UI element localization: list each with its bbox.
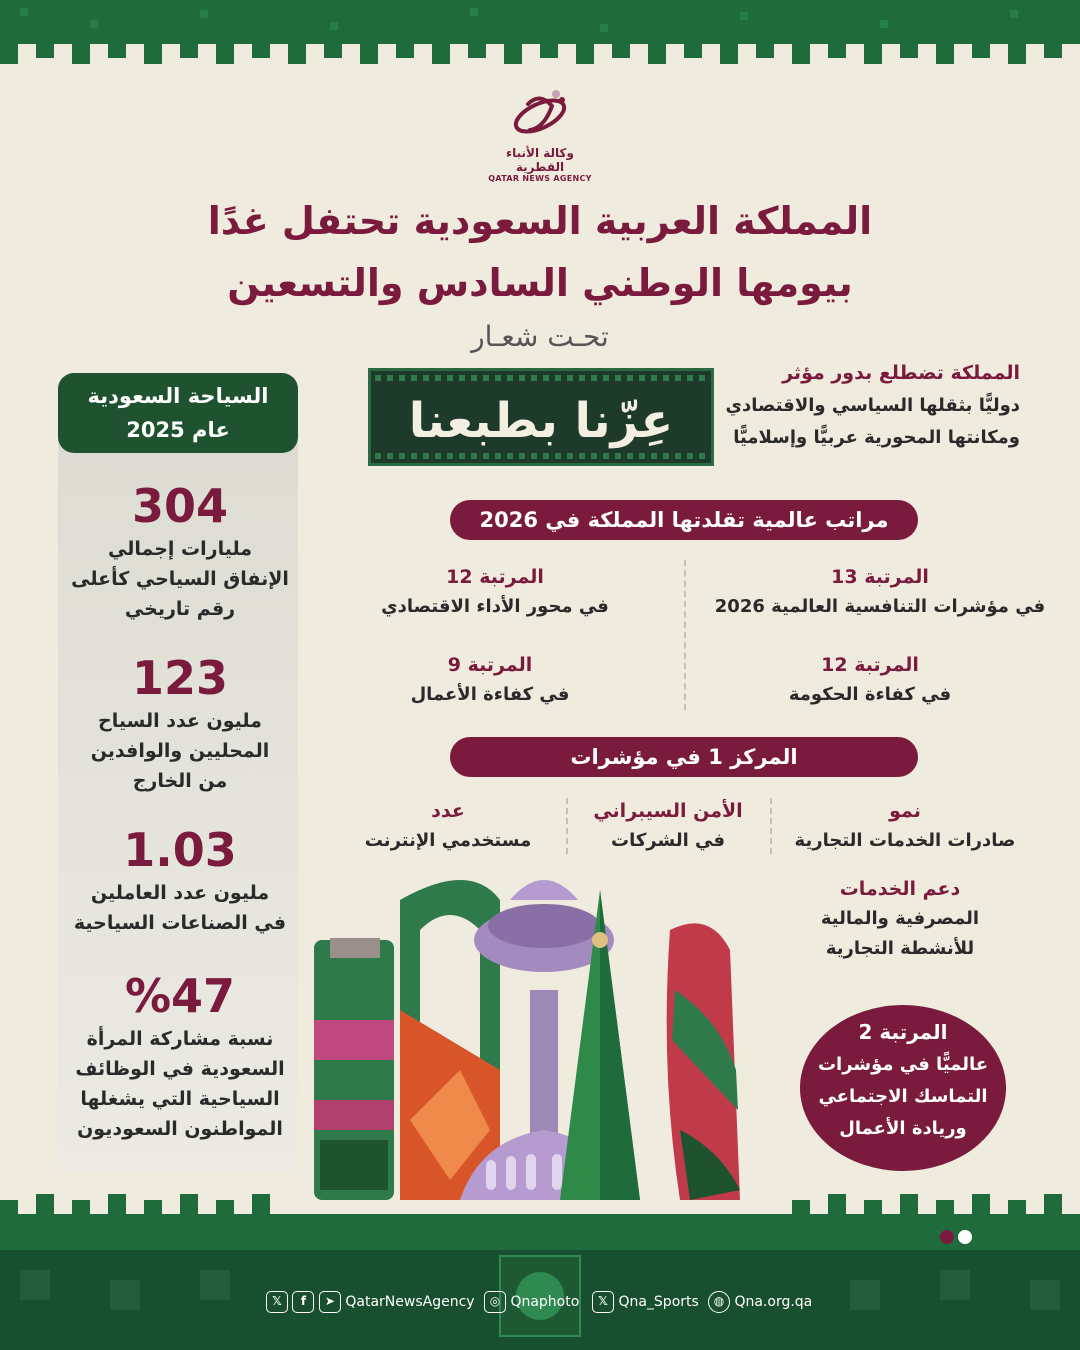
instagram-icon: ◎	[484, 1291, 506, 1313]
tourism-stat-tourists	[40, 650, 320, 796]
rank-item-competitiveness	[700, 562, 1060, 622]
item-title: الأمن السيبراني	[593, 800, 743, 822]
qna-logo-icon	[500, 84, 580, 144]
influence-line-2: ومكانتها المحورية عربيًّا وإسلاميًّا	[733, 427, 1020, 448]
second-rank-badge	[800, 1005, 1006, 1171]
cylinder-tower	[314, 938, 394, 1200]
rank-text: في كفاءة الحكومة	[788, 684, 952, 705]
rank-item-government-efficiency	[720, 650, 1020, 710]
tourism-heading-line-1: السياحة السعودية	[87, 384, 269, 408]
item-title: نمو	[889, 800, 921, 822]
dot-active[interactable]	[958, 1230, 972, 1244]
x-icon: 𝕏	[266, 1291, 288, 1313]
tourism-stat-workers	[40, 822, 320, 938]
title-line-1: المملكة العربية السعودية تحتفل غدًا	[207, 199, 873, 243]
stat-line-2: في الصناعات السياحية	[73, 912, 287, 934]
rank-label: المرتبة 13	[831, 566, 929, 588]
footer-sports-handle[interactable]	[592, 1288, 699, 1316]
footer-photo-handle[interactable]	[484, 1288, 579, 1316]
stat-line-2: المحليين والوافدين	[90, 740, 270, 762]
agency-logo	[480, 84, 600, 183]
dot-inactive[interactable]	[940, 1230, 954, 1244]
rank-label: المرتبة 12	[446, 566, 544, 588]
saudi-landmarks-illustration	[300, 870, 770, 1200]
title-line-2: بيومها الوطني السادس والتسعين	[227, 261, 853, 305]
second-rank-line-2: التماسك الاجتماعي	[818, 1086, 988, 1107]
second-rank-heading: المرتبة 2	[858, 1020, 948, 1044]
influence-block	[720, 362, 1020, 454]
rank-item-business-efficiency	[360, 650, 620, 710]
first-place-divider-1	[770, 798, 772, 854]
stat-line-3: رقم تاريخي	[124, 598, 236, 620]
pagination-dots	[938, 1229, 974, 1248]
first-place-item-cybersecurity	[576, 796, 760, 856]
second-rank-line-1: عالميًّا في مؤشرات	[817, 1054, 989, 1075]
stat-line-3: السياحية التي يشغلها	[80, 1088, 280, 1110]
ranks-divider	[684, 560, 686, 710]
stat-line-3: من الخارج	[132, 770, 228, 792]
slogan-caption: تحـت شعـار	[471, 320, 609, 353]
stat-line-1: مليارات إجمالي	[107, 538, 252, 560]
item-line-1: في الشركات	[610, 830, 726, 851]
stat-line-1: مليون عدد السياح	[98, 710, 262, 732]
stat-line-1: نسبة مشاركة المرأة	[86, 1028, 274, 1050]
rank-item-economic-performance	[330, 562, 660, 622]
telegram-icon: ➤	[319, 1291, 341, 1313]
web-icon: ◍	[708, 1291, 730, 1313]
stat-line-2: السعودية في الوظائف	[75, 1058, 285, 1080]
item-line-1: صادرات الخدمات التجارية	[794, 830, 1016, 851]
first-place-item-internet-users	[340, 796, 556, 856]
global-ranks-heading: مراتب عالمية تقلدتها المملكة في 2026	[450, 500, 918, 540]
stat-line-2: الإنفاق السياحي كأعلى	[71, 568, 289, 590]
facebook-icon: f	[292, 1291, 314, 1313]
footer-main-handle[interactable]	[266, 1288, 475, 1316]
influence-line-1: دوليًّا بثقلها السياسي والاقتصادي	[725, 395, 1020, 416]
handle-photo: Qnaphoto	[510, 1294, 580, 1310]
agency-name-arabic: وكالة الأنباء القطرية	[506, 146, 574, 174]
handle-main: QatarNewsAgency	[345, 1294, 475, 1310]
item-title: عدد	[431, 800, 465, 822]
first-place-item-financial-services	[780, 874, 1020, 964]
tourism-heading	[58, 373, 298, 453]
top-pattern-border	[0, 0, 1080, 72]
tourism-heading-line-2: عام 2025	[126, 418, 230, 442]
footer-website[interactable]	[708, 1288, 812, 1316]
slogan-text: عِزّنا بطبعنا	[408, 393, 674, 449]
stat-value: 123	[131, 651, 229, 705]
second-rank-line-3: وريادة الأعمال	[839, 1118, 967, 1139]
item-line-2: للأنشطة التجارية	[825, 938, 975, 959]
rank-text: في محور الأداء الاقتصادي	[381, 596, 609, 617]
influence-heading: المملكة تضطلع بدور مؤثر	[782, 362, 1020, 384]
stat-value: %47	[124, 969, 236, 1023]
stat-line-1: مليون عدد العاملين	[90, 882, 270, 904]
first-place-item-exports	[780, 796, 1030, 856]
rank-text: في كفاءة الأعمال	[410, 684, 570, 705]
x-icon: 𝕏	[592, 1291, 614, 1313]
page-title	[140, 190, 940, 314]
stat-value: 304	[131, 479, 229, 533]
agency-name-english: QATAR NEWS AGENCY	[488, 174, 592, 183]
item-line-1: المصرفية والمالية	[820, 908, 980, 929]
slogan-banner	[368, 368, 714, 466]
item-line-1: مستخدمي الإنترنت	[364, 830, 532, 851]
tourism-stat-spending	[40, 478, 320, 624]
first-place-heading: المركز 1 في مؤشرات	[450, 737, 918, 777]
website: Qna.org.qa	[734, 1294, 813, 1310]
tourism-stat-women	[40, 968, 320, 1144]
item-title: دعم الخدمات	[839, 878, 961, 900]
rank-text: في مؤشرات التنافسية العالمية 2026	[714, 596, 1046, 617]
handle-sports: Qna_Sports	[618, 1294, 699, 1310]
stat-line-4: المواطنون السعوديون	[77, 1118, 283, 1140]
first-place-divider-2	[566, 798, 568, 854]
bottom-pattern-border	[0, 1190, 1080, 1350]
footer-social	[260, 1288, 820, 1316]
rank-label: المرتبة 12	[821, 654, 919, 676]
rank-label: المرتبة 9	[447, 654, 533, 676]
twisted-tower	[667, 923, 740, 1200]
stat-value: 1.03	[123, 823, 237, 877]
